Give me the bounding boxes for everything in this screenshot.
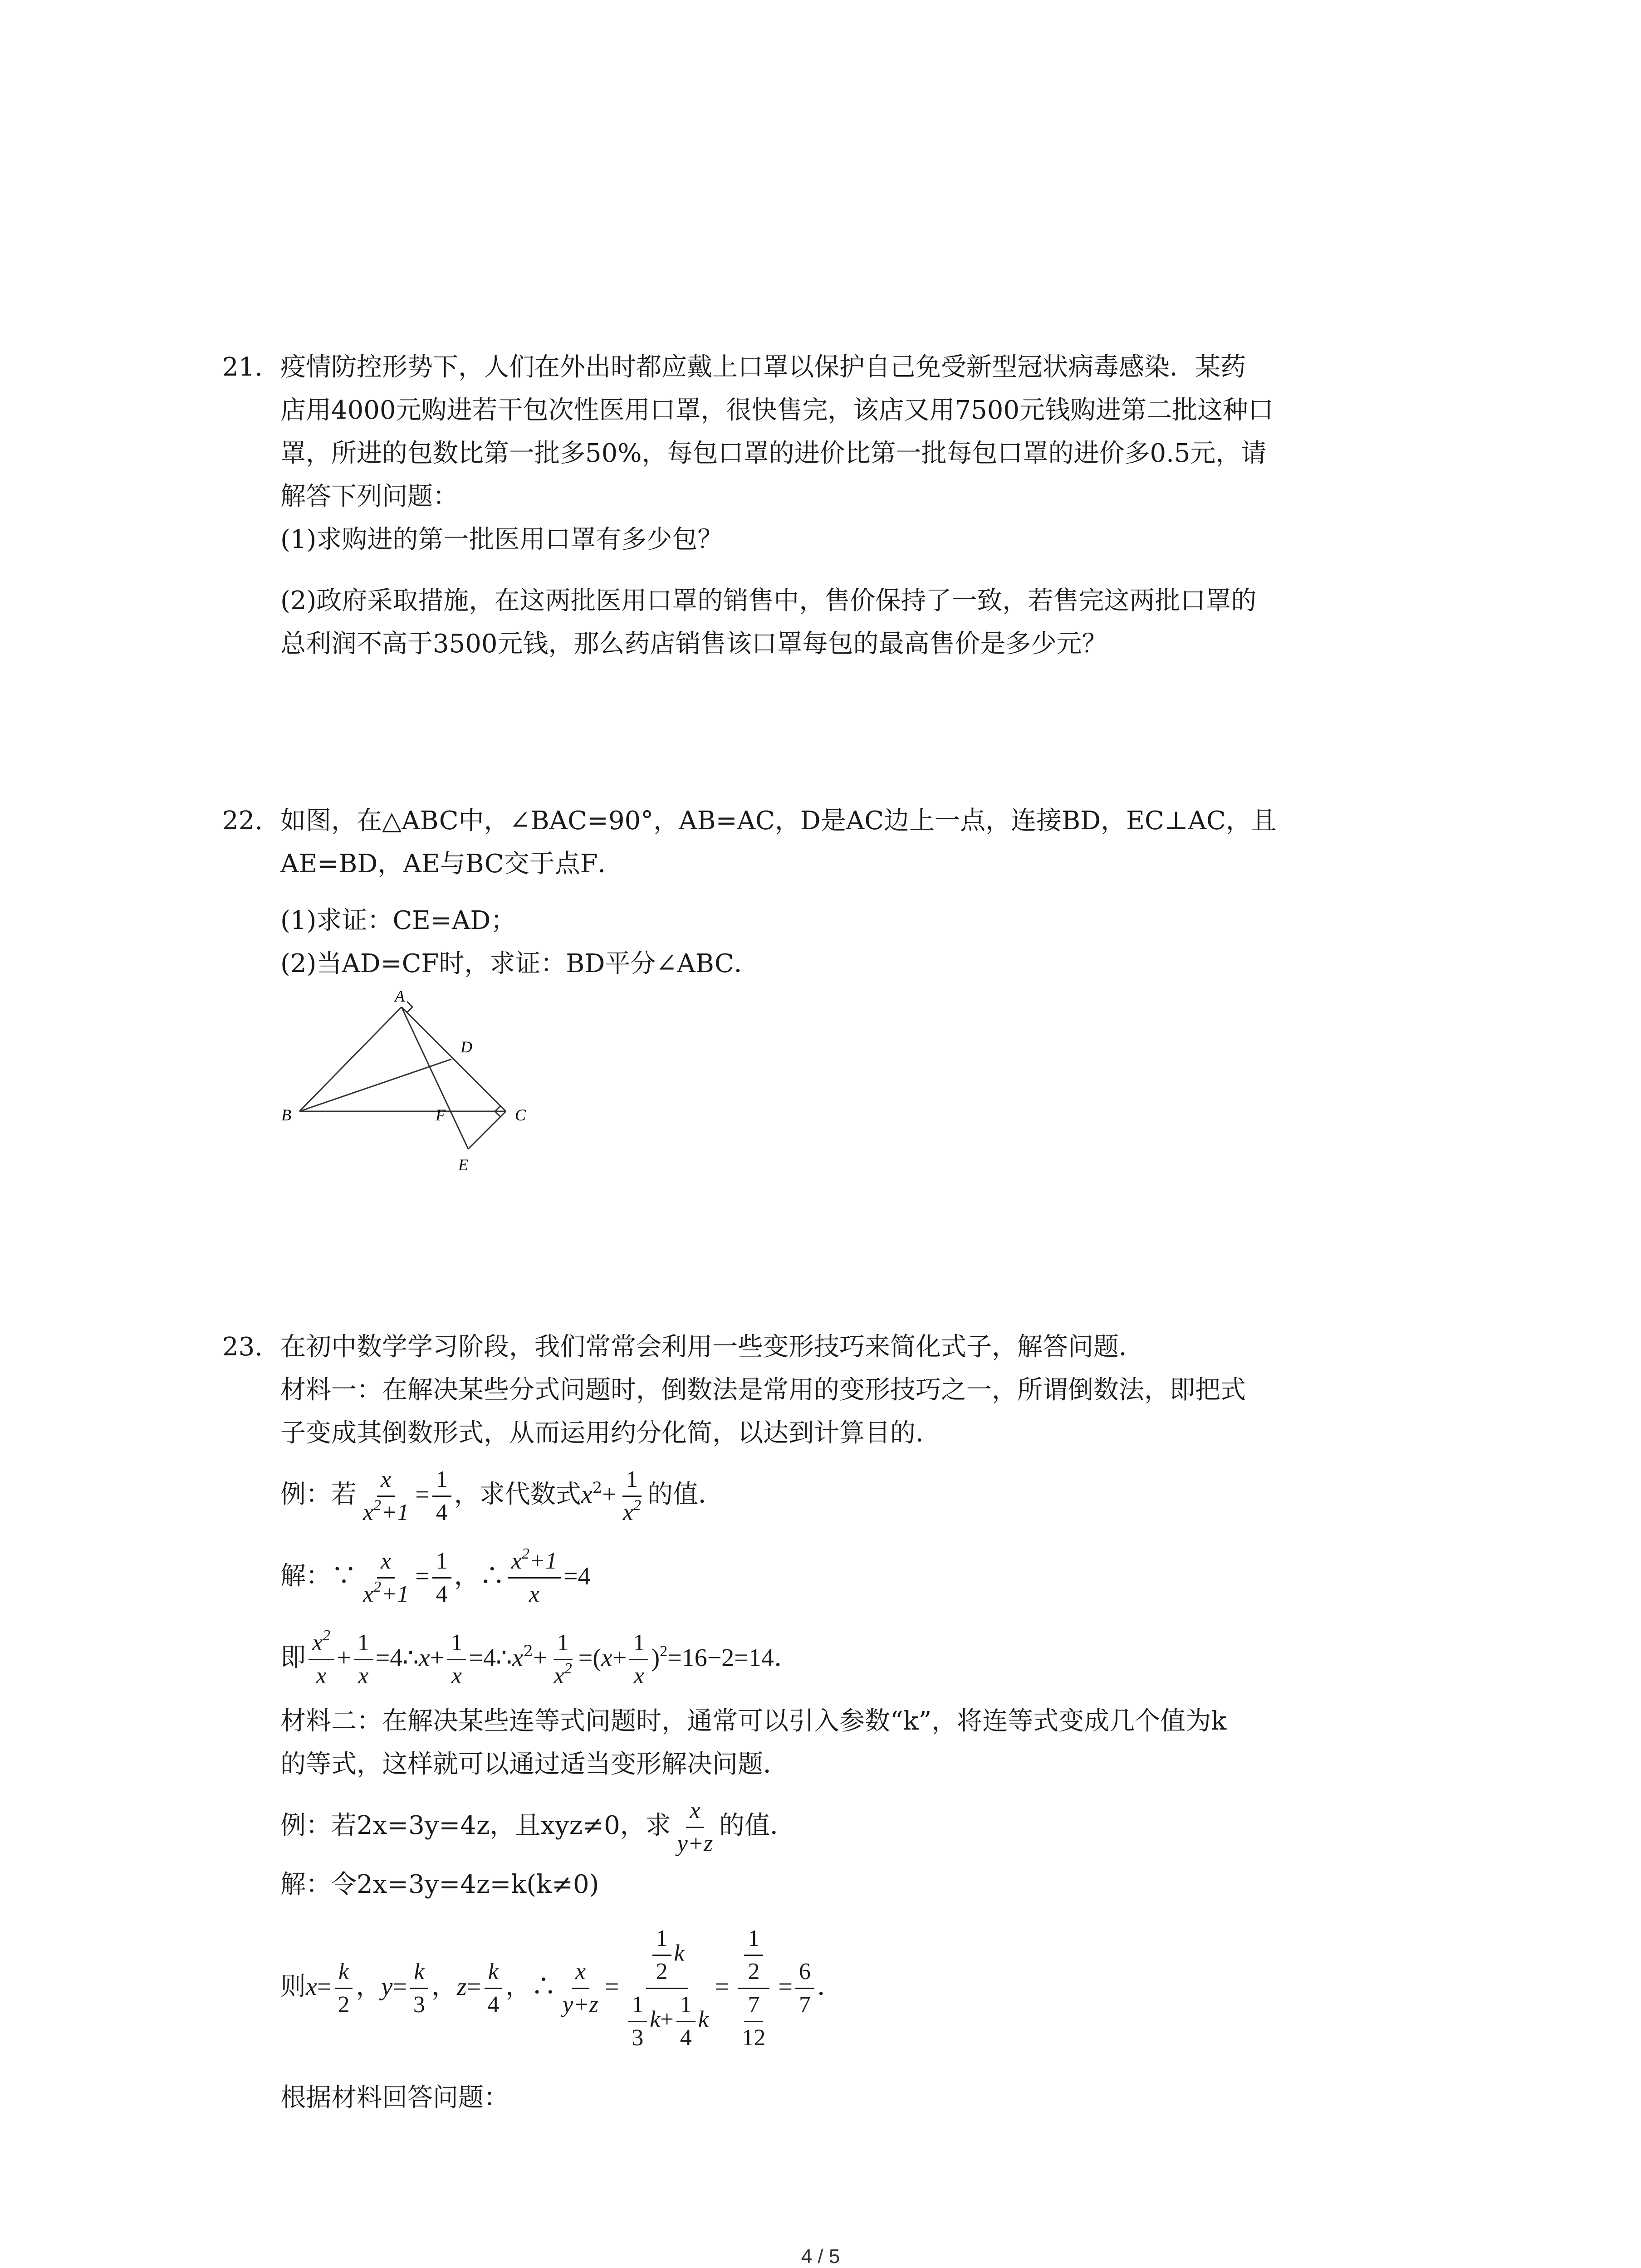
label-c: C	[515, 1106, 526, 1124]
label-f: F	[436, 1106, 446, 1124]
triangle-figure	[272, 984, 544, 1193]
material-1-line-1: 材料一：在解决某些分式问题时，倒数法是常用的变形技巧之一，所谓倒数法，即把式	[280, 1375, 1246, 1405]
segment-ac	[402, 1007, 506, 1111]
label-b: B	[281, 1106, 291, 1124]
question-23-number: 23.	[222, 1332, 263, 1362]
q21-part-2-line-2: 总利润不高于3500元钱，那么药店销售该口罩每包的最高售价是多少元？	[280, 629, 1107, 659]
label-a: A	[395, 987, 405, 1005]
question-21-number: 21.	[222, 352, 263, 382]
q21-part-2-line-1: (2)政府采取措施，在这两批医用口罩的销售中，售价保持了一致，若售完这两批口罩的	[280, 586, 1257, 616]
q22-part-1: (1)求证：CE=AD；	[280, 906, 516, 935]
material-2-line-1: 材料二：在解决某些连等式问题时，通常可以引入参数“k”，将连等式变成几个值为k	[280, 1706, 1227, 1736]
q23-intro: 在初中数学学习阶段，我们常常会利用一些变形技巧来简化式子，解答问题．	[280, 1332, 1144, 1362]
q22-line-2: AE=BD，AE与BC交于点F．	[280, 849, 623, 879]
right-angle-a	[407, 1002, 412, 1012]
question-22-number: 22.	[222, 806, 263, 836]
material-1-line-2: 子变成其倒数形式，从而运用约分化简，以达到计算目的．	[280, 1418, 941, 1448]
segment-ae	[402, 1007, 468, 1149]
solution-1-continued: 即 $\frac{x^2}{x}$ + $\frac{1}{x}$ =4∴x+ $\frac{1}{x}$ $=4\therefore x^2+$ $\frac{1}{x^2}$ =(x+ $\frac{1}{x}$ )$^2$=16−2=14．	[280, 1627, 799, 1689]
label-e: E	[458, 1156, 468, 1174]
q21-line-1: 疫情防控形势下，人们在外出时都应戴上口罩以保护自己免受新型冠状病毒感染．某药	[280, 352, 1246, 382]
example-2: 例：若2x=3y=4z，且xyz≠0，求 $\frac{x}{y+z}$ 的值．	[280, 1789, 795, 1862]
solution-2: 解：令2x=3y=4z=k(k≠0)	[280, 1870, 599, 1899]
q21-line-3: 罩，所进的包数比第一批多50%，每包口罩的进价比第一批每包口罩的进价多0.5元，请	[280, 439, 1267, 468]
q21-line-4: 解答下列问题：	[280, 482, 458, 511]
q23-ask: 根据材料回答问题：	[280, 2083, 509, 2112]
solution-1: 解：∵ $\frac{x}{x^2+1}$ = $\frac{1}{4}$ ，∴ $\frac{x^2+1}{x}$ =4	[280, 1545, 591, 1607]
solution-2-continued: 则x= $\frac{k}{2}$ ，y= $\frac{k}{3}$ ，z= $\frac{k}{4}$ ，∴ $\frac{x}{y+z}$ = $\frac{1}{2}$ k $\frac{1}{3}$ k+ $\frac{1}{4}$ k = $\frac{\frac{1}{2}}{\frac{7}{12}}$ = $\frac{6}{7}$ ．	[280, 1914, 843, 2059]
q21-part-1: (1)求购进的第一批医用口罩有多少包？	[280, 525, 723, 554]
segment-bd	[299, 1059, 451, 1111]
material-2-line-2: 的等式，这样就可以通过适当变形解决问题．	[280, 1750, 789, 1779]
label-d: D	[460, 1038, 472, 1056]
q22-part-2: (2)当AD=CF时，求证：BD平分∠ABC．	[280, 949, 759, 978]
q21-line-2: 店用4000元购进若干包次性医用口罩，很快售完，该店又用7500元钱购进第二批这种口	[280, 396, 1274, 425]
example-1: 例：若 $\frac{x}{x^2+1}$ = $\frac{1}{4}$ ，求代数式$x^2+$ $\frac{1}{x^2}$ 的值．	[280, 1458, 724, 1531]
page-number: 4 / 5	[801, 2245, 840, 2268]
segment-ab	[299, 1007, 402, 1111]
q22-line-1: 如图，在△ABC中，∠BAC=90°，AB=AC，D是AC边上一点，连接BD，EC⊥AC，且	[280, 806, 1277, 836]
